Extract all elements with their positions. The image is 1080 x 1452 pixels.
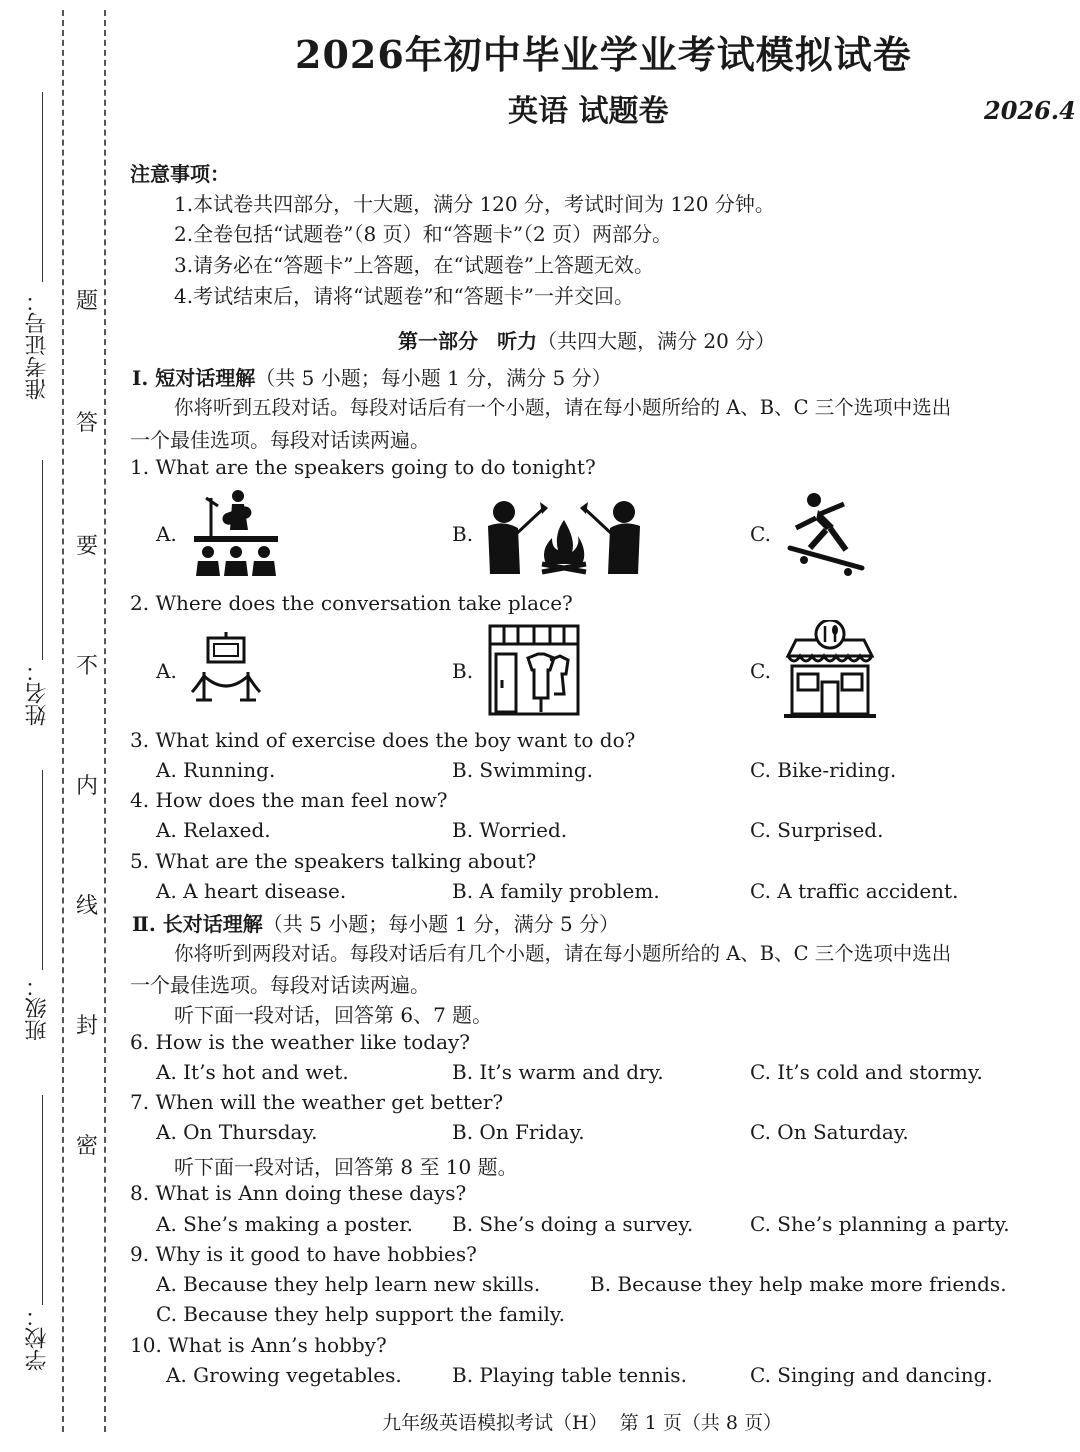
option-a: A. Because they help learn new skills. (156, 1272, 541, 1296)
option-a: A. It’s hot and wet. (156, 1060, 349, 1084)
option-c: C. Bike-riding. (750, 758, 897, 782)
seal-char: 线 (75, 894, 98, 919)
section-title: Ⅰ. 短对话理解 (132, 366, 256, 390)
exam-date: 2026.4 (984, 96, 1076, 125)
campfire-icon (484, 496, 644, 578)
seal-char: 内 (75, 774, 98, 799)
concert-icon (186, 486, 286, 578)
skateboard-icon (786, 490, 866, 578)
page-footer: 九年级英语模拟考试（H） 第 1 页（共 8 页） (382, 1412, 782, 1434)
option-b: B. Worried. (452, 818, 568, 842)
binding-dash-line-1 (62, 10, 64, 1432)
option-b: B. On Friday. (452, 1120, 585, 1144)
option-a: A. Running. (156, 758, 276, 782)
school-label: 学校： (25, 1305, 50, 1371)
question-5: 5. What are the speakers talking about? (130, 849, 537, 873)
section-intro: 一个最佳选项。每段对话读两遍。 (130, 428, 430, 452)
option-c: C. Singing and dancing. (750, 1363, 993, 1387)
option-a: A. On Thursday. (156, 1120, 318, 1144)
listen-instruction: 听下面一段对话，回答第 8 至 10 题。 (174, 1155, 518, 1179)
option-a: A. She’s making a poster. (156, 1212, 413, 1236)
class-label: 班级： (25, 975, 50, 1041)
option-b: B. Because they help make more friends. (590, 1272, 1007, 1296)
page-title: 2026年初中毕业学业考试模拟试卷 (295, 32, 912, 77)
option-label: A. (156, 659, 177, 683)
seal-char: 要 (75, 534, 98, 559)
museum-exhibit-icon (190, 632, 262, 702)
option-c: C. On Saturday. (750, 1120, 909, 1144)
section-intro: 你将听到两段对话。每段对话后有几个小题，请在每小题所给的 A、B、C 三个选项中选出 (174, 942, 952, 965)
option-c: C. A traffic accident. (750, 879, 959, 903)
part-number: 第一部分 (398, 329, 478, 353)
exam-id-underline (42, 92, 43, 282)
part-info: （共四大题，满分 20 分） (537, 329, 776, 353)
question-10: 10. What is Ann’s hobby? (130, 1333, 387, 1357)
question-7: 7. When will the weather get better? (130, 1090, 504, 1114)
option-b: B. A family problem. (452, 879, 660, 903)
option-label: B. (452, 522, 474, 546)
seal-char: 封 (75, 1014, 98, 1039)
part-name: 听力 (497, 329, 538, 353)
listen-instruction: 听下面一段对话，回答第 6、7 题。 (174, 1003, 493, 1027)
option-c: C. It’s cold and stormy. (750, 1060, 983, 1084)
name-label: 姓名： (25, 660, 50, 726)
option-b: B. Swimming. (452, 758, 593, 782)
name-underline (42, 460, 43, 660)
page-subtitle: 英语 试题卷 (508, 94, 669, 129)
section-info: （共 5 小题；每小题 1 分，满分 5 分） (255, 366, 612, 390)
option-a: A. A heart disease. (156, 879, 347, 903)
class-underline (42, 770, 43, 970)
seal-char: 答 (75, 411, 98, 436)
option-c: C. Surprised. (750, 818, 884, 842)
section-title: Ⅱ. 长对话理解 (132, 912, 263, 936)
exam-id-label: 准考证号： (25, 290, 50, 400)
option-label: A. (156, 522, 177, 546)
question-4: 4. How does the man feel now? (130, 788, 448, 812)
notes-heading: 注意事项： (130, 162, 230, 186)
option-label: C. (750, 522, 771, 546)
option-a: A. Relaxed. (156, 818, 271, 842)
section-intro: 你将听到五段对话。每段对话后有一个小题，请在每小题所给的 A、B、C 三个选项中选出 (174, 396, 952, 419)
note-item: 1.本试卷共四部分，十大题，满分 120 分，考试时间为 120 分钟。 (174, 192, 775, 216)
restaurant-icon (780, 620, 880, 720)
option-b: B. It’s warm and dry. (452, 1060, 664, 1084)
option-label: B. (452, 659, 474, 683)
option-label: C. (750, 659, 771, 683)
option-b: B. Playing table tennis. (452, 1363, 687, 1387)
question-1: 1. What are the speakers going to do tonight? (130, 455, 596, 479)
seal-char: 不 (75, 654, 98, 679)
option-b: B. She’s doing a survey. (452, 1212, 694, 1236)
question-3: 3. What kind of exercise does the boy want to do? (130, 728, 636, 752)
clothing-store-icon (488, 624, 580, 716)
binding-dash-line-2 (104, 10, 106, 1432)
section-heading (132, 362, 612, 391)
school-underline (42, 1095, 43, 1305)
option-a: A. Growing vegetables. (166, 1363, 402, 1387)
question-9: 9. Why is it good to have hobbies? (130, 1242, 477, 1266)
option-c: C. Because they help support the family. (156, 1302, 565, 1326)
note-item: 4.考试结束后，请将“试题卷”和“答题卡”一并交回。 (174, 284, 634, 308)
section-info: （共 5 小题；每小题 1 分，满分 5 分） (262, 912, 620, 936)
section-intro: 一个最佳选项。每段对话读两遍。 (130, 973, 430, 997)
option-c: C. She’s planning a party. (750, 1212, 1010, 1236)
note-item: 2.全卷包括“试题卷”（8 页）和“答题卡”（2 页）两部分。 (174, 222, 673, 246)
seal-char: 密 (75, 1134, 98, 1159)
question-2: 2. Where does the conversation take place? (130, 591, 573, 615)
section-heading (132, 908, 619, 937)
question-6: 6. How is the weather like today? (130, 1030, 471, 1054)
question-8: 8. What is Ann doing these days? (130, 1181, 467, 1205)
part-heading (398, 325, 775, 354)
seal-char: 题 (75, 289, 98, 314)
note-item: 3.请务必在“答题卡”上答题，在“试题卷”上答题无效。 (174, 253, 654, 277)
